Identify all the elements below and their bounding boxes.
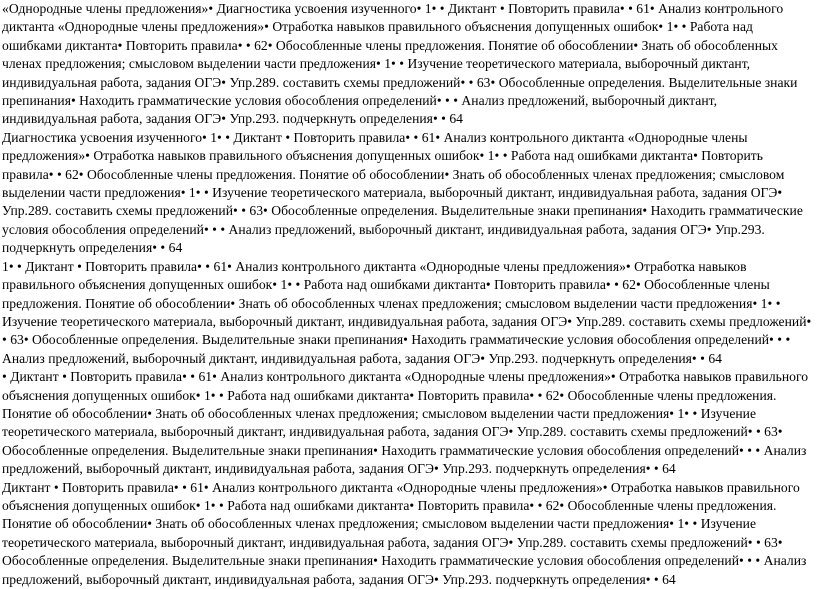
- text-paragraph-5: Диктант • Повторить правила• • 61• Анализ контрольного диктанта «Однородные члены предложения»• Отработка навыков правильного объяснения допущенных ошибок• 1• • Работа над ошибками диктанта• Повторить правила• • 62• Обособленные члены предложения. Понятие об обособлении• Знать об обособленных членах предложения; смысловом выделении части предложения• 1• • Изучение теоретического материала, выборочный диктант, индивидуальная работа, задания ОГЭ• Упр.289. составить схемы предложений• • 63• Обособленные определения. Выделительные знаки препинания• Находить грамматические условия обособления определений• • • Анализ предложений, выборочный диктант, индивидуальная работа, задания ОГЭ• Упр.293. подчеркнуть определения• • 64: [2, 479, 807, 587]
- text-paragraph-1: «Однородные члены предложения»• Диагностика усвоения изученного• 1• • Диктант • Повторить правила• • 61• Анализ контрольного диктанта «Однородные члены предложения»• Отработка навыков правильного объяснения допущенных ошибок• 1• • Работа над ошибками диктанта• Повторить правила• • 62• Обособленные члены предложения. Понятие об обособлении• Знать об обособленных членах предложения; смысловом выделении части предложения• 1• • Изучение теоретического материала, выборочный диктант, индивидуальная работа, задания ОГЭ• Упр.289. составить схемы предложений• • 63• Обособленные определения. Выделительные знаки препинания• Находить грамматические условия обособления определений• • • Анализ предложений, выборочный диктант, индивидуальная работа, задания ОГЭ• Упр.293. подчеркнуть определения• • 64: [2, 1, 798, 127]
- text-paragraph-4: • Диктант • Повторить правила• • 61• Анализ контрольного диктанта «Однородные члены предложения»• Отработка навыков правильного объяснения допущенных ошибок• 1• • Работа над ошибками диктанта• Повторить правила• • 62• Обособленные члены предложения. Понятие об обособлении• Знать об обособленных членах предложения; смысловом выделении части предложения• 1• • Изучение теоретического материала, выборочный диктант, индивидуальная работа, задания ОГЭ• Упр.289. составить схемы предложений• • 63• Обособленные определения. Выделительные знаки препинания• Находить грамматические условия обособления определений• • • Анализ предложений, выборочный диктант, индивидуальная работа, задания ОГЭ• Упр.293. подчеркнуть определения• • 64: [2, 369, 809, 477]
- document-body: [2, 0, 814, 589]
- text-paragraph-3: 1• • Диктант • Повторить правила• • 61• Анализ контрольного диктанта «Однородные члены предложения»• Отработка навыков правильного объяснения допущенных ошибок• 1• • Работа над ошибками диктанта• Повторить правила• • 62• Обособленные члены предложения. Понятие об обособлении• Знать об обособленных членах предложения; смысловом выделении части предложения• 1• • Изучение теоретического материала, выборочный диктант, индивидуальная работа, задания ОГЭ• Упр.289. составить схемы предложений• • 63• Обособленные определения. Выделительные знаки препинания• Находить грамматические условия обособления определений• • • Анализ предложений, выборочный диктант, индивидуальная работа, задания ОГЭ• Упр.293. подчеркнуть определения• • 64: [2, 258, 812, 366]
- text-paragraph-2: Диагностика усвоения изученного• 1• • Диктант • Повторить правила• • 61• Анализ контрольного диктанта «Однородные члены предложения»• Отработка навыков правильного объяснения допущенных ошибок• 1• • Работа над ошибками диктанта• Повторить правила• • 62• Обособленные члены предложения. Понятие об обособлении• Знать об обособленных членах предложения; смысловом выделении части предложения• 1• • Изучение теоретического материала, выборочный диктант, индивидуальная работа, задания ОГЭ• Упр.289. составить схемы предложений• • 63• Обособленные определения. Выделительные знаки препинания• Находить грамматические условия обособления определений• • • Анализ предложений, выборочный диктант, индивидуальная работа, задания ОГЭ• Упр.293. подчеркнуть определения• • 64: [2, 129, 803, 256]
